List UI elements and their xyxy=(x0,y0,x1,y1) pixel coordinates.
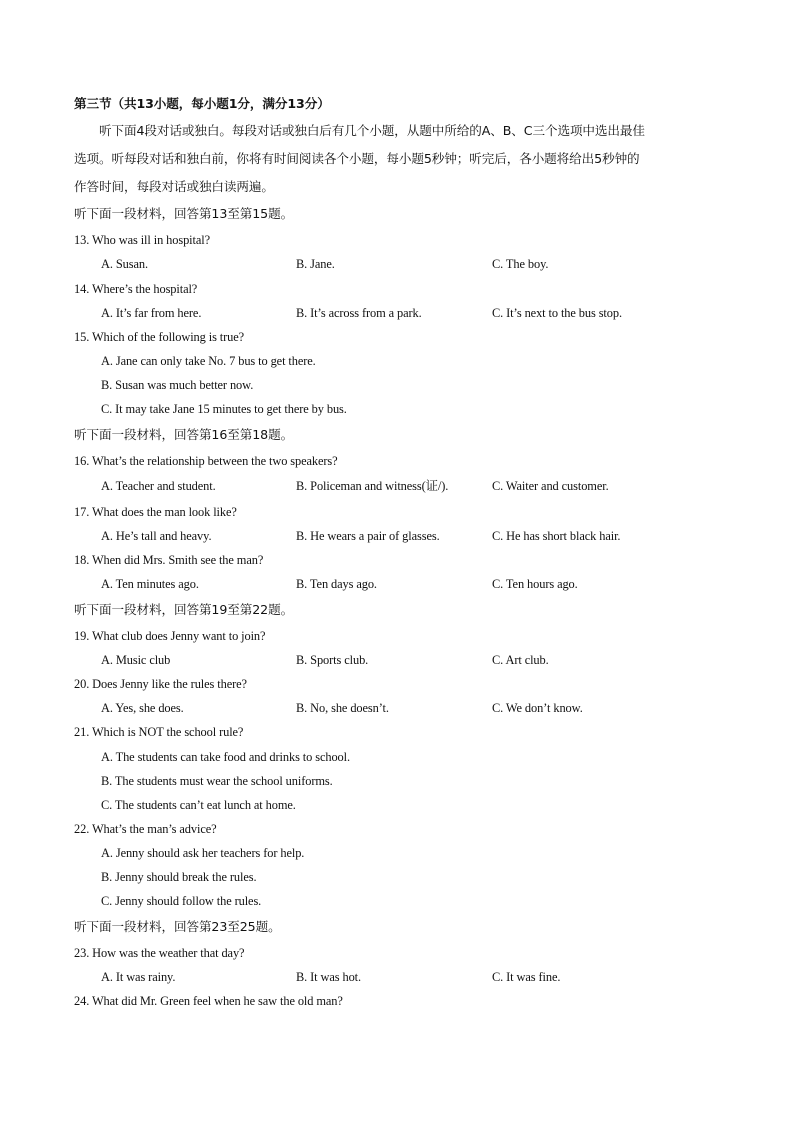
question-15-stem: 15. Which of the following is true? xyxy=(74,330,245,344)
question-21-option-b: B. The students must wear the school uniforms. xyxy=(101,774,333,788)
question-20-option-b: B. No, she doesn’t. xyxy=(296,701,389,715)
question-19-option-b: B. Sports club. xyxy=(296,653,369,667)
question-13-option-c: C. The boy. xyxy=(492,257,549,271)
question-21-option-c: C. The students can’t eat lunch at home. xyxy=(101,798,296,812)
question-19-option-a: A. Music club xyxy=(101,653,171,667)
instructions-line-3: 作答时间，每段对话或独白读两遍。 xyxy=(74,179,274,194)
question-13-option-a: A. Susan. xyxy=(101,257,148,271)
question-19-stem: 19. What club does Jenny want to join? xyxy=(74,629,266,643)
question-23-stem: 23. How was the weather that day? xyxy=(74,946,245,960)
question-21-option-a: A. The students can take food and drinks to school. xyxy=(101,750,350,764)
question-20-option-c: C. We don’t know. xyxy=(492,701,583,715)
question-20-option-a: A. Yes, she does. xyxy=(101,701,184,715)
instructions-line-1: 听下面4段对话或独白。每段对话或独白后有几个小题，从题中所给的A、B、C三个选项中选出最佳 xyxy=(99,123,645,138)
material-prompt-3: 听下面一段材料，回答第19至第22题。 xyxy=(74,602,294,617)
question-13-stem: 13. Who was ill in hospital? xyxy=(74,233,211,247)
question-14-stem: 14. Where’s the hospital? xyxy=(74,282,198,296)
question-20-stem: 20. Does Jenny like the rules there? xyxy=(74,677,247,691)
question-23-option-a: A. It was rainy. xyxy=(101,970,176,984)
question-16-option-b: B. Policeman and witness(证/). xyxy=(296,479,449,493)
material-prompt-2: 听下面一段材料，回答第16至第18题。 xyxy=(74,427,294,442)
question-14-option-a: A. It’s far from here. xyxy=(101,306,202,320)
question-22-option-c: C. Jenny should follow the rules. xyxy=(101,894,262,908)
question-21-stem: 21. Which is NOT the school rule? xyxy=(74,725,244,739)
question-15-option-b: B. Susan was much better now. xyxy=(101,378,254,392)
instructions-line-2: 选项。听每段对话和独白前，你将有时间阅读各个小题，每小题5秒钟；听完后，各小题将给出5秒钟的 xyxy=(74,151,640,166)
question-15-option-c: C. It may take Jane 15 minutes to get there by bus. xyxy=(101,402,347,416)
section-header: 第三节（共13小题，每小题1分，满分13分） xyxy=(74,96,330,111)
question-17-option-b: B. He wears a pair of glasses. xyxy=(296,529,440,543)
question-16-option-c: C. Waiter and customer. xyxy=(492,479,609,493)
question-22-option-b: B. Jenny should break the rules. xyxy=(101,870,257,884)
question-17-option-a: A. He’s tall and heavy. xyxy=(101,529,212,543)
material-prompt-1: 听下面一段材料，回答第13至第15题。 xyxy=(74,206,294,221)
question-17-stem: 17. What does the man look like? xyxy=(74,505,237,519)
question-23-option-b: B. It was hot. xyxy=(296,970,362,984)
question-22-option-a: A. Jenny should ask her teachers for help. xyxy=(101,846,305,860)
question-15-option-a: A. Jane can only take No. 7 bus to get there. xyxy=(101,354,316,368)
question-18-option-b: B. Ten days ago. xyxy=(296,577,377,591)
question-14-option-b: B. It’s across from a park. xyxy=(296,306,422,320)
question-24-stem: 24. What did Mr. Green feel when he saw the old man? xyxy=(74,994,343,1008)
question-19-option-c: C. Art club. xyxy=(492,653,549,667)
question-17-option-c: C. He has short black hair. xyxy=(492,529,621,543)
question-13-option-b: B. Jane. xyxy=(296,257,335,271)
question-18-option-a: A. Ten minutes ago. xyxy=(101,577,199,591)
material-prompt-4: 听下面一段材料，回答第23至25题。 xyxy=(74,919,281,934)
question-18-option-c: C. Ten hours ago. xyxy=(492,577,578,591)
question-23-option-c: C. It was fine. xyxy=(492,970,561,984)
question-16-stem: 16. What’s the relationship between the two speakers? xyxy=(74,454,338,468)
question-22-stem: 22. What’s the man’s advice? xyxy=(74,822,217,836)
question-18-stem: 18. When did Mrs. Smith see the man? xyxy=(74,553,264,567)
question-16-option-a: A. Teacher and student. xyxy=(101,479,216,493)
question-14-option-c: C. It’s next to the bus stop. xyxy=(492,306,622,320)
